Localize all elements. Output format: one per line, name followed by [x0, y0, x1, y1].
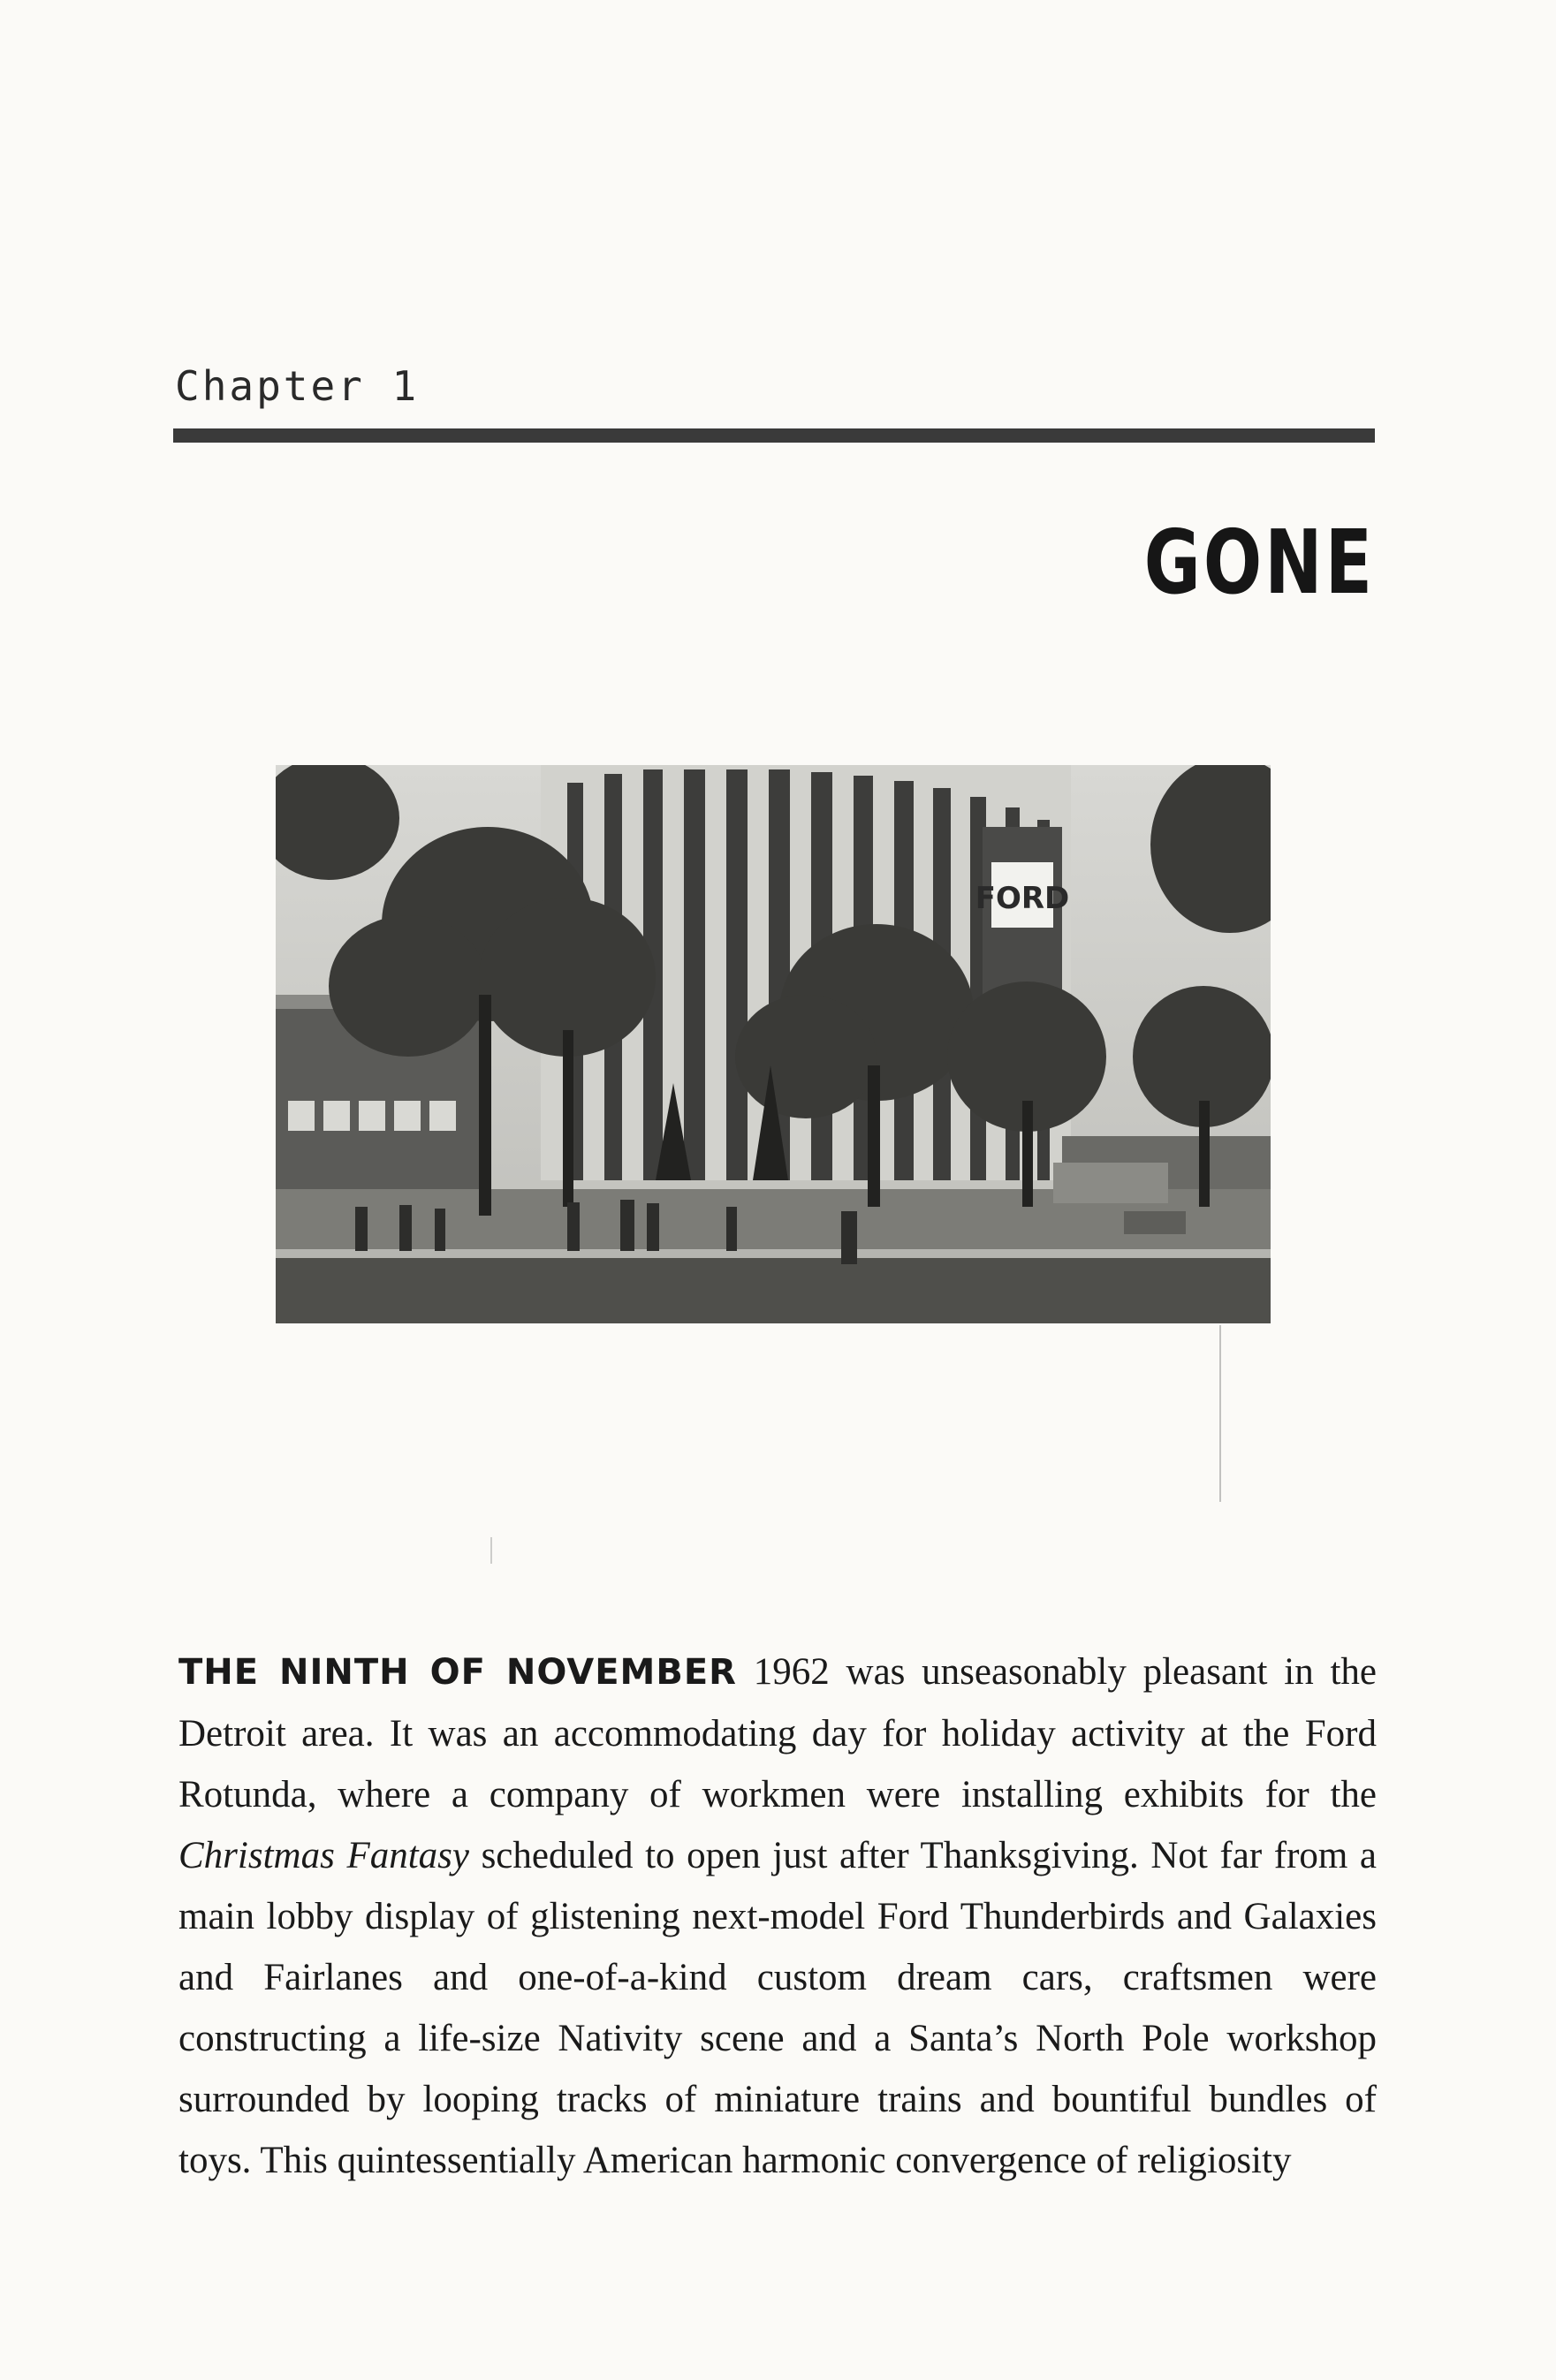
lead-in: THE NINTH OF NOVEMBER: [178, 1652, 737, 1693]
italic-christmas: Christmas: [178, 1835, 335, 1876]
italic-fantasy: Fantasy: [346, 1835, 469, 1876]
chapter-divider: [173, 428, 1375, 443]
scan-artifact: [490, 1537, 492, 1564]
body-text-part2: scheduled to open just after Thanksgiving. Not far from a main lobby display of glistening next-model Ford Thunderbirds and Galaxies and Fairlanes and one-of-a-kind custom dream cars, craftsmen were constructing a life-size Nativity scene and a Santa’s North Pole workshop surrounded by looping tracks of miniature trains and bountiful bundles of toys. This quintessentially American harmonic convergence of religiosity: [178, 1835, 1378, 2181]
body-text-space: [335, 1835, 347, 1876]
chapter-label: Chapter 1: [175, 362, 420, 410]
body-paragraph: [178, 1641, 1377, 2191]
body-text-part1: 1962 was unseasonably pleasant in the Detroit area. It was an accommodating day for holiday activity at the Ford Rotunda, where a company of workmen were installing exhibits for the: [178, 1651, 1377, 1815]
ford-rotunda-photo: [276, 765, 1271, 1323]
chapter-title: GONE: [1143, 511, 1375, 614]
ford-sign: FORD: [975, 881, 1070, 916]
scan-artifact: [1219, 1325, 1221, 1502]
